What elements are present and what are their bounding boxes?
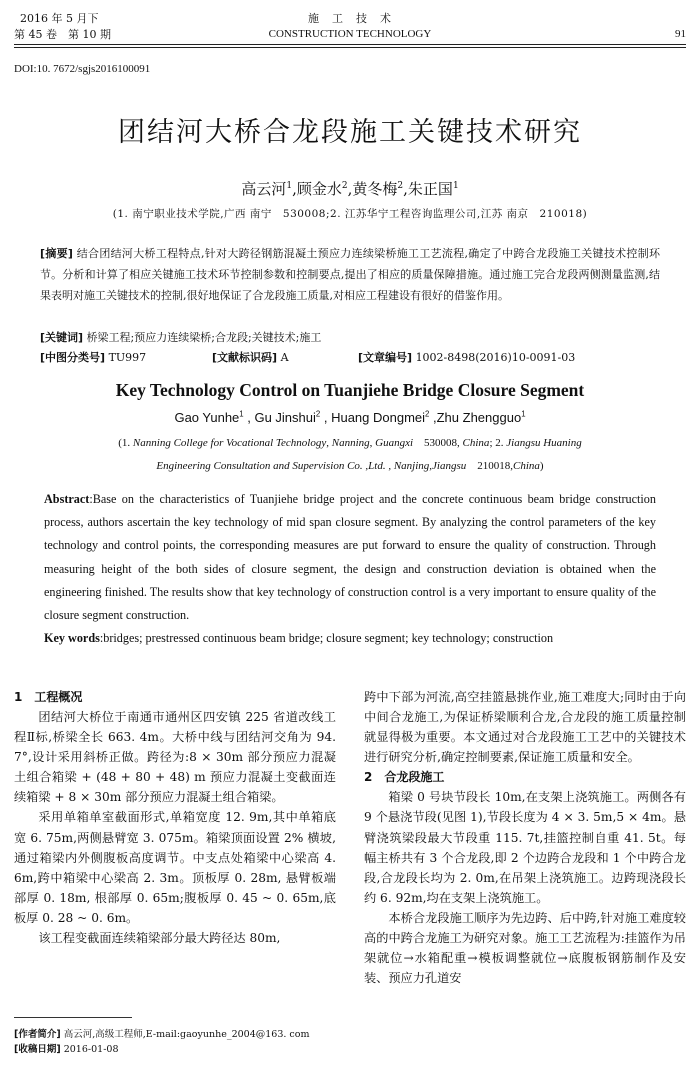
paper-title-en: Key Technology Control on Tuanjiehe Bridge Closure Segment (115, 380, 585, 400)
clc-value: TU997 (108, 351, 147, 364)
section-heading: 2 合龙段施工 (364, 770, 445, 785)
abstract-en-label: Abstract (44, 492, 90, 506)
affil-text: ; 2. (489, 437, 507, 449)
abstract-en-text: Base on the characteristics of Tuanjiehe bridge project and the concrete continuous beam bridge construction process, authors ascertain the key technology of mid span closure segment. By analyzing the control parameters of the key technology and control points, the corresponding measures are put forward to ensure the quality of construction. Through measuring height of the both sides of closure segment, the design and construction deviation is obtained when the engineering finished. The results show that key technology of construction control is a very important to ensure quality of the closure segment construction. (44, 492, 656, 623)
received-date-value: 2016-01-08 (63, 1044, 119, 1055)
volume-issue: 第 45 卷 第 10 期 (14, 28, 111, 41)
classification-row (40, 349, 660, 369)
affiliation-mark: 1 (452, 181, 459, 191)
affiliation-mark: 2 (397, 181, 404, 191)
author-note (14, 1028, 310, 1042)
article-number-label: [文章编号] (358, 351, 413, 364)
affiliation-mark: 1 (286, 181, 293, 191)
body-paragraph: 团结河大桥位于南通市通州区四安镇 225 省道改线工程Ⅱ标,桥梁全长 663. 4m。大桥中线与团结河交角为 94. 7°,设计采用斜桥正做。跨径为:8 × 30m 部分预应力混凝土组合箱梁 + (48 + 80 + 48) m 预应力混凝土变截面连续箱梁 + 8 × 30m 部分预应力混凝土组合箱梁。 (14, 710, 336, 805)
journal-title-en: CONSTRUCTION TECHNOLOGY (268, 28, 432, 40)
author-note-text: 高云河,高级工程师,E-mail:gaoyunhe_2004@163. com (63, 1029, 310, 1040)
header-rule (14, 44, 686, 45)
abstract-en: Abstract:Base on the characteristics of Tuanjiehe bridge project and the concrete continuous beam bridge construction process, authors ascertain the key technology of mid span closure segment. By analyzing the control parameters of the key technology and control points, the corresponding measures are put forward to ensure the quality of construction. Through measuring height of the both sides of closure segment, the design and construction deviation is obtained when the engineering finished. The results show that key technology of construction control is a very important to ensure quality of the closure segment construction. Key words:bridges; prestressed continuous beam bridge; closure segment; key technology; construction (44, 492, 656, 646)
affil-text: Jiangsu Huaning (506, 437, 582, 449)
keywords-cn (40, 327, 660, 348)
affiliation-cn: (1. 南宁职业技术学院,广西 南宁 530008;2. 江苏华宁工程咨询监理公司,江苏 南京 210018) (112, 208, 588, 220)
body-paragraph: 跨中下部为河流,高空挂篮悬挑作业,施工难度大;同时由于向中间合龙施工,为保证桥梁顺利合龙,合龙段的施工质量控制就显得极为重要。本文通过对合龙段施工工艺中的关键技术进行研究分析,确定控制要素,保证施工质量和安全。 (364, 690, 686, 765)
keywords-cn-text: 桥梁工程;预应力连续梁桥;合龙段;关键技术;施工 (86, 331, 322, 344)
author-name: 朱正国 (407, 180, 453, 198)
received-date-label: [收稿日期] (14, 1044, 61, 1055)
author-name: 顾金水 (296, 180, 342, 198)
abstract-cn (40, 243, 660, 306)
affiliation-en-line1 (0, 434, 700, 450)
abstract-cn-text: 结合团结河大桥工程特点,针对大跨径钢筋混凝土预应力连续梁桥施工工艺流程,确定了中跨合龙段施工关键技术控制环节。分析和计算了相应关键施工技术环节控制参数和控制要点,提出了相应的质量保障措施。通过施工完合龙段两侧测量监测,结果表明对施工关键技术的控制,很好地保证了合龙段施工质量,对相应工程建设有很好的借鉴作用。 (40, 247, 660, 302)
footnote-rule (14, 1017, 132, 1018)
body-paragraph: 箱梁 0 号块节段长 10m,在支架上浇筑施工。两侧各有 9 个悬浇节段(见图 1),节段长度为 4 × 3. 5m,5 × 4m。悬臂浇筑梁段最大节段重 115. 7t,挂篮控制自重 41. 5t。每幅主桥共有 3 个合龙段,即 2 个边跨合龙段和 1 个中跨合龙段,合龙段长均为 2. 0m,在吊架上浇筑施工。边跨现浇段长约 6. 92m,均在支架上浇筑施工。 (364, 790, 686, 905)
affil-text: China (513, 460, 540, 472)
paper-title-cn: 团结河大桥合龙段施工关键技术研究 (118, 117, 582, 148)
author-name: 高云河 (241, 180, 287, 198)
journal-title-cn: 施 工 技 术 (308, 12, 392, 25)
body-paragraph: 该工程变截面连续箱梁部分最大跨径达 80m, (38, 931, 281, 946)
affil-text: China (462, 437, 490, 449)
affil-text: , (326, 437, 332, 449)
affiliation-mark: 2 (425, 409, 430, 419)
author-list-en: Gao Yunhe$^1$ , Gu Jinshui$^2$ , Huang Dongmei$^2$ ,Zhu Zhengguo$^1$ (174, 409, 526, 425)
author-name: Huang Dongmei (331, 410, 426, 425)
author-note-label: [作者简介] (14, 1029, 61, 1040)
keywords-en-text: bridges; prestressed continuous beam bridge; closure segment; key technology; construction (103, 631, 554, 646)
affil-text: Guangxi (375, 437, 414, 449)
author-name: 黄冬梅 (352, 180, 398, 198)
doi[interactable]: DOI:10. 7672/sgjs2016100091 (14, 63, 151, 75)
doc-code-value: A (280, 351, 289, 364)
body-right-column (364, 687, 686, 988)
affil-text: 210018, (466, 460, 513, 472)
received-date (14, 1043, 119, 1057)
affiliation-mark: 1 (239, 409, 244, 419)
affiliation-mark: 2 (341, 181, 348, 191)
body-paragraph: 本桥合龙段施工顺序为先边跨、后中跨,针对施工难度较高的中跨合龙施工为研究对象。施工工艺流程为:挂篮作为吊架就位→水箱配重→模板调整就位→底腹板钢筋制作及安装、预应力孔道安 (364, 910, 686, 986)
abstract-cn-label: [摘要] (40, 247, 73, 260)
body-paragraph: 采用单箱单室截面形式,单箱宽度 12. 9m,其中单箱底宽 6. 75m,两侧悬臂宽 3. 075m。箱梁顶面设置 2% 横坡,通过箱梁内外侧腹板高度调节。中支点处箱梁中心梁高 4. 6m,跨中箱梁中心梁高 2. 3m。顶板厚 0. 28m, 悬臂板端部厚 0. 18m, 根部厚 0. 65m;腹板厚 0. 45 ~ 0. 65m,底板厚 0. 28 ~ 0. 6m。 (14, 810, 336, 925)
affil-text: Nanning College for Vocational Technology (132, 437, 327, 449)
author-list-cn: 高云河$^1$,顾金水$^2$,黄冬梅$^2$,朱正国$^1$ (241, 180, 459, 198)
issue-date: 2016 年 5 月下 (20, 12, 99, 25)
body-left-column (14, 687, 336, 948)
clc-label: [中图分类号] (40, 351, 106, 364)
affil-text: 530008, (413, 437, 463, 449)
page-number: 91 (675, 28, 686, 40)
affil-text: Nanning (331, 437, 370, 449)
section-heading: 1 工程概况 (14, 690, 83, 704)
affil-text: (1. (118, 437, 133, 449)
author-name: Gao Yunhe (174, 410, 240, 425)
affil-text: Engineering Consultation and Supervision Co. ,Ltd. , Nanjing,Jiangsu (156, 460, 467, 472)
affiliation-en-line2 (0, 457, 700, 473)
affiliation-mark: 1 (521, 409, 526, 419)
author-name: Zhu Zhengguo (436, 410, 522, 425)
affil-text: , (369, 437, 376, 449)
keywords-cn-label: [关键词] (40, 331, 84, 344)
affil-text: ) (539, 460, 544, 472)
keywords-en-label: Key words (44, 631, 100, 646)
article-number-value: 1002-8498(2016)10-0091-03 (415, 351, 576, 364)
header-rule-thin (14, 47, 686, 48)
doc-code-label: [文献标识码] (212, 351, 278, 364)
author-name: Gu Jinshui (254, 410, 316, 425)
affiliation-mark: 2 (315, 409, 321, 419)
